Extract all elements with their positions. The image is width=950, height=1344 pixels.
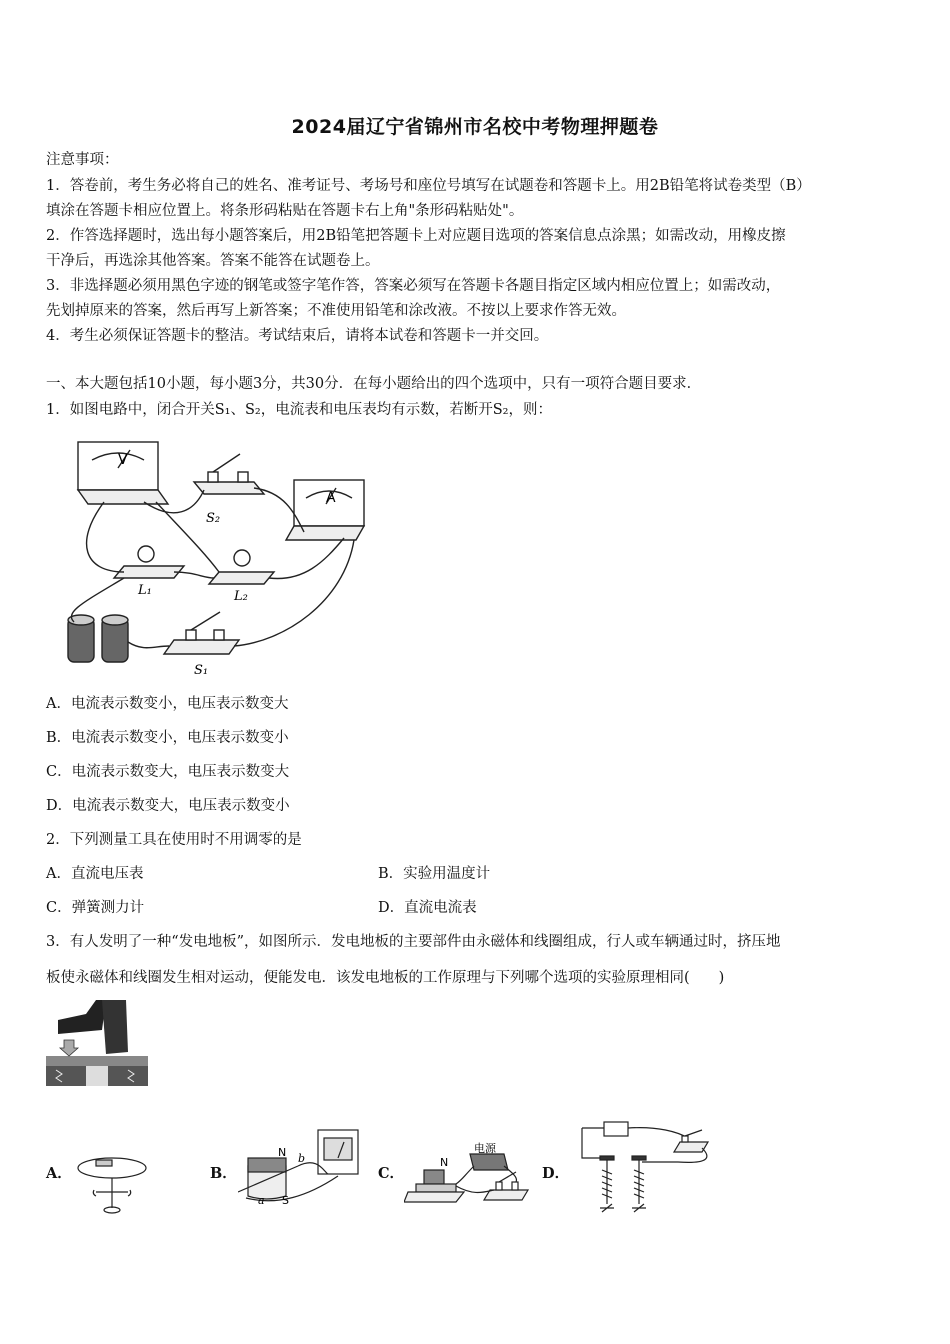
voltmeter-label: V xyxy=(118,452,128,468)
magnet-s-label: S xyxy=(282,1194,289,1207)
electromagnet-figure xyxy=(578,1118,724,1218)
circuit-diagram xyxy=(44,432,374,682)
notice-line: 干净后，再选涂其他答案。答案不能答在试题卷上。 xyxy=(46,253,380,269)
option-d: D． xyxy=(542,1165,570,1182)
wire-a-label: a xyxy=(258,1194,265,1207)
notice-line: 填涂在答题卡相应位置上。将条形码粘贴在答题卡右上角"条形码粘贴处"。 xyxy=(46,203,524,219)
magnet-n-label: N xyxy=(278,1146,287,1159)
magnet-n-label: N xyxy=(440,1156,449,1169)
option-c: C．弹簧测力计 xyxy=(46,900,145,916)
notice-heading: 注意事项： xyxy=(46,152,119,168)
section-heading: 一、本大题包括10小题，每小题3分，共30分．在每小题给出的四个选项中，只有一项符合题目要求． xyxy=(46,376,702,392)
notice-line: 4．考生必须保证答题卡的整洁。考试结束后，请将本试卷和答题卡一并交回。 xyxy=(46,328,549,344)
question-2-stem: 2．下列测量工具在使用时不用调零的是 xyxy=(46,832,302,848)
page-title: 2024届辽宁省锦州市名校中考物理押题卷 xyxy=(291,116,659,138)
option-c: C．电流表示数变大，电压表示数变大 xyxy=(46,764,290,780)
power-supply-label: 电源 xyxy=(474,1142,496,1155)
option-a: A．直流电压表 xyxy=(46,866,144,882)
option-d: D．电流表示数变大，电压表示数变小 xyxy=(46,798,290,814)
compass-wire-figure xyxy=(74,1146,150,1218)
question-1-stem: 1．如图电路中，闭合开关S₁、S₂，电流表和电压表均有示数，若断开S₂，则： xyxy=(46,402,552,418)
switch-s2-label: S₂ xyxy=(206,511,221,526)
notice-line: 先划掉原来的答案，然后再写上新答案；不准使用铅笔和涂改液。不按以上要求作答无效。 xyxy=(46,303,626,319)
notice-line: 1．答卷前，考生务必将自己的姓名、准考证号、考场号和座位号填写在试题卷和答题卡上。用2B铅笔将试卷类型（B） xyxy=(46,178,811,194)
option-a: A．电流表示数变小，电压表示数变大 xyxy=(46,696,289,712)
motor-power-figure xyxy=(404,1136,532,1208)
question-3-stem: 板使永磁体和线圈发生相对运动，便能发电．该发电地板的工作原理与下列哪个选项的实验原理相同( ) xyxy=(46,970,725,986)
option-d: D．直流电流表 xyxy=(378,900,477,916)
switch-s1-label: S₁ xyxy=(194,663,209,678)
ammeter-label: A xyxy=(326,490,336,506)
option-a: A． xyxy=(46,1165,72,1182)
question-3-stem: 3．有人发明了一种“发电地板”，如图所示．发电地板的主要部件由永磁体和线圈组成，行人或车辆通过时，挤压地 xyxy=(46,934,781,950)
lamp-l1-label: L₁ xyxy=(138,583,152,598)
option-c: C． xyxy=(378,1165,405,1182)
floor-generator-figure xyxy=(46,1000,148,1092)
option-b: B．电流表示数变小，电压表示数变小 xyxy=(46,730,289,746)
wire-b-label: b xyxy=(298,1152,306,1165)
notice-line: 3．非选择题必须用黑色字迹的钢笔或签字笔作答，答案必须写在答题卡各题目指定区域内相应位置上；如需改动， xyxy=(46,278,781,294)
notice-line: 2．作答选择题时，选出每小题答案后，用2B铅笔把答题卡上对应题目选项的答案信息点涂黑；如需改动，用橡皮擦 xyxy=(46,228,786,244)
magnet-galvanometer-figure xyxy=(238,1126,366,1208)
option-b: B．实验用温度计 xyxy=(378,866,491,882)
option-b: B． xyxy=(210,1165,237,1182)
lamp-l2-label: L₂ xyxy=(234,589,248,604)
